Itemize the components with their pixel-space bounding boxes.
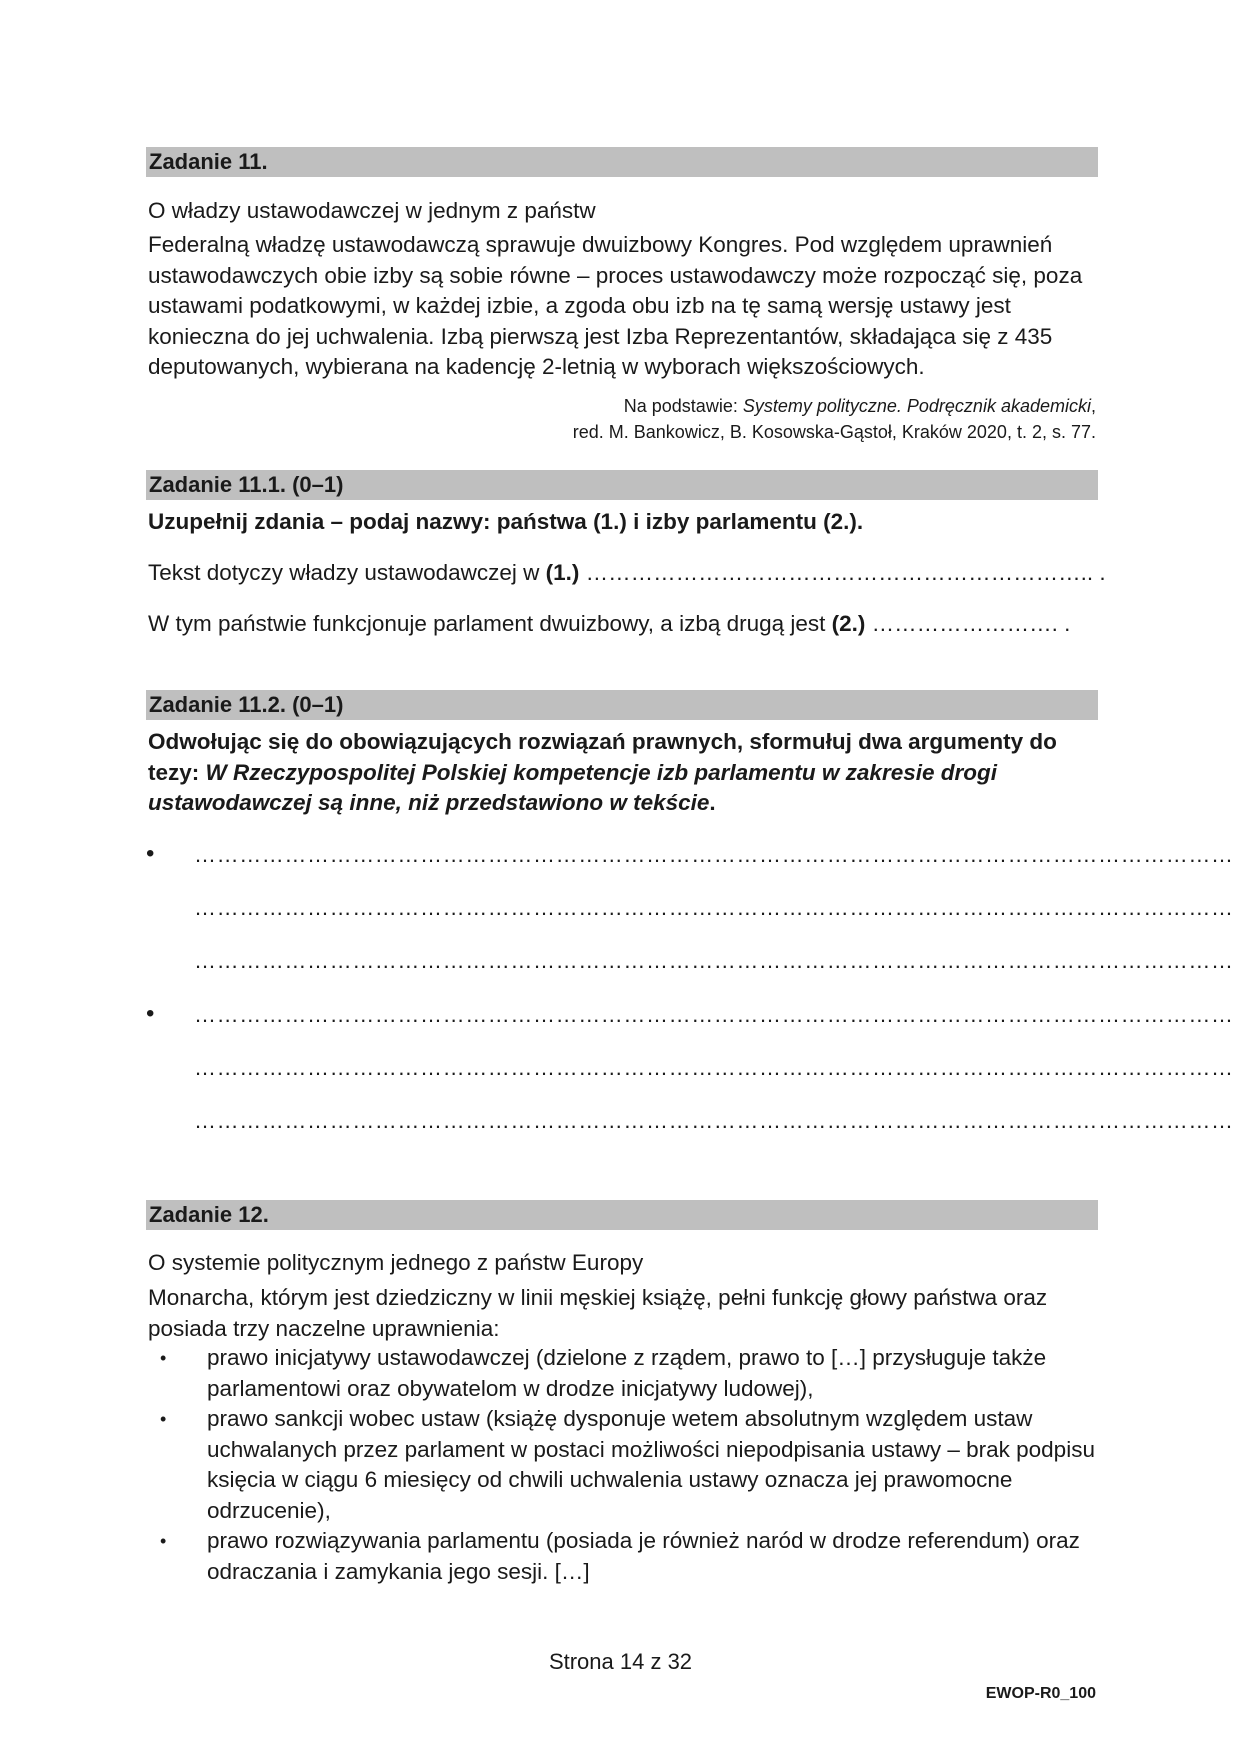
task-12-intro: Monarcha, którym jest dziedziczny w linii męskiej książę, pełni funkcję głowy państwa oraz posiada trzy naczelne uprawnienia: bbox=[148, 1285, 1048, 1341]
list-bullet: • bbox=[160, 1348, 167, 1368]
task-11-2-instruction bbox=[148, 727, 1098, 819]
sentence-2-text: W tym państwie funkcjonuje parlament dwuizbowy, a izbą drugą jest bbox=[148, 611, 832, 636]
argument-2-line-1[interactable]: ………………………………………………………………………………………………………………………… bbox=[194, 1002, 1234, 1027]
list-bullet: • bbox=[160, 1531, 167, 1551]
source-title: Systemy polityczne. Podręcznik akademicki bbox=[742, 396, 1091, 416]
argument-2-line-2[interactable]: ………………………………………………………………………………………………………………………… bbox=[194, 1055, 1234, 1080]
task-11-1-sentence-1 bbox=[148, 558, 1106, 589]
task-12-title: O systemie politycznym jednego z państw Europy bbox=[148, 1250, 644, 1275]
argument-1-line-3[interactable]: ………………………………………………………………………………………………………………………… bbox=[194, 948, 1234, 973]
source-line-1 bbox=[624, 393, 1096, 419]
task-11-title: O władzy ustawodawczej w jednym z państw bbox=[148, 198, 596, 223]
task-11-1-instruction: Uzupełnij zdania – podaj nazwy: państwa (1.) i izby parlamentu (2.). bbox=[148, 509, 864, 534]
argument-2-line-3[interactable]: ………………………………………………………………………………………………………………………… bbox=[194, 1108, 1234, 1133]
list-item-text: prawo sankcji wobec ustaw (książę dysponuje wetem absolutnym względem ustaw uchwalanych przez parlament w postaci możliwości niepodpisania ustawy – brak podpisu księcia w ciągu 6 miesięcy od chwili uchwalenia ustawy oznacza jej prawomocne odrzucenie), bbox=[207, 1406, 1095, 1523]
argument-1-line-2[interactable]: ………………………………………………………………………………………………………………………… bbox=[194, 895, 1234, 920]
answer-blank-2[interactable]: ……………………. . bbox=[865, 611, 1071, 636]
task-11-1-header: Zadanie 11.1. (0–1) bbox=[146, 470, 1098, 500]
exam-code: EWOP-R0_100 bbox=[985, 1685, 1096, 1702]
argument-2-bullet: • bbox=[146, 1000, 155, 1027]
task-11-1-sentence-2 bbox=[148, 609, 1070, 640]
task-11-paragraph: Federalną władzę ustawodawczą sprawuje dwuizbowy Kongres. Pod względem uprawnień ustawodawczych obie izby są sobie równe – proces ustawodawczy może rozpocząć się, poza ustawami podatkowymi, w każdej izbie, a zgoda obu izb na tę samą wersję ustawy jest konieczna do jej uchwalenia. Izbą pierwszą jest Izba Reprezentantów, składająca się z 435 deputowanych, wybierana na kadencję 2-letnią w wyborach większościowych. bbox=[148, 232, 1083, 379]
sentence-1-marker: (1.) bbox=[545, 560, 580, 585]
list-item-text: prawo inicjatywy ustawodawczej (dzielone z rządem, prawo to […] przysługuje także parlamentowi oraz obywatelom w drodze inicjatywy ludowej), bbox=[207, 1345, 1047, 1401]
task-11-header: Zadanie 11. bbox=[146, 147, 1098, 177]
sentence-2-marker: (2.) bbox=[831, 611, 866, 636]
page-number: Strona 14 z 32 bbox=[548, 1649, 693, 1674]
list-bullet: • bbox=[160, 1409, 167, 1429]
argument-1-line-1[interactable]: ………………………………………………………………………………………………………………………… bbox=[194, 842, 1234, 867]
source-line-2: red. M. Bankowicz, B. Kosowska-Gąstoł, Kraków 2020, t. 2, s. 77. bbox=[572, 422, 1096, 442]
source-suffix: , bbox=[1090, 396, 1096, 416]
instruction-bold: Odwołując się do obowiązujących rozwiązań prawnych, sformułuj dwa argumenty do tezy: bbox=[148, 729, 1057, 785]
list-item-text: prawo rozwiązywania parlamentu (posiada je również naród w drodze referendum) oraz odraczania i zamykania jego sesji. […] bbox=[207, 1528, 1080, 1584]
task-12-header: Zadanie 12. bbox=[146, 1200, 1098, 1230]
sentence-1-text: Tekst dotyczy władzy ustawodawczej w bbox=[148, 560, 546, 585]
argument-1-bullet: • bbox=[146, 840, 155, 867]
answer-blank-1[interactable]: ………………………………………………………….. . bbox=[579, 560, 1106, 585]
instruction-end: . bbox=[709, 790, 716, 815]
source-prefix: Na podstawie: bbox=[623, 396, 743, 416]
instruction-thesis: W Rzeczypospolitej Polskiej kompetencje izb parlamentu w zakresie drogi ustawodawczej są inne, niż przedstawiono w tekście bbox=[148, 759, 997, 815]
task-11-2-header: Zadanie 11.2. (0–1) bbox=[146, 690, 1098, 720]
